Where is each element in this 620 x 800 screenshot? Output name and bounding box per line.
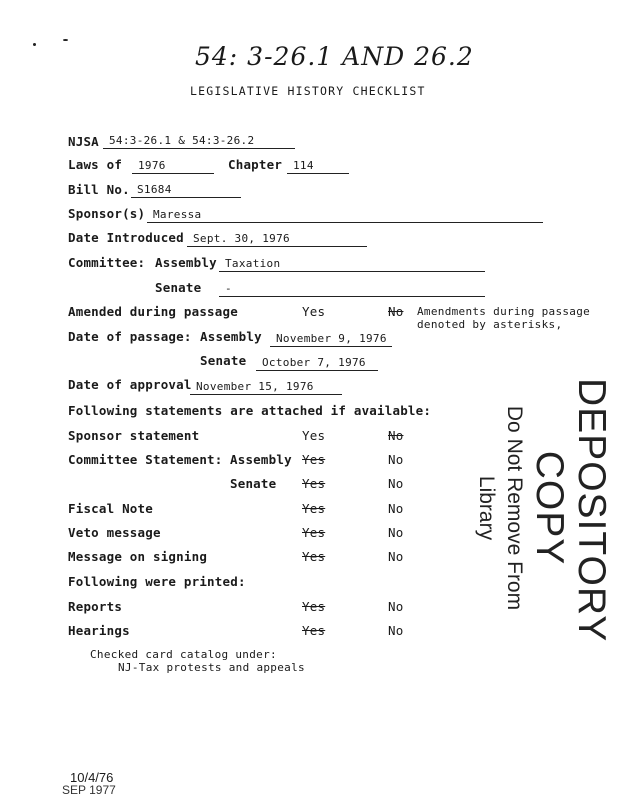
committee-statement-label: Committee Statement: [68,452,223,467]
amended-note-line2: denoted by asterisks, [417,318,563,331]
laws-of-value: 1976 [132,159,214,174]
passage-assembly-label: Assembly [200,329,262,344]
passage-label: Date of passage: [68,329,192,344]
committee-senate-value: - [219,282,485,297]
amended-no: No [388,304,404,319]
message-on-signing-yes: Yes [302,549,326,564]
committee-statement-assembly-label: Assembly [230,452,292,467]
approval-label: Date of approval [68,377,192,392]
hearings-no: No [388,623,404,638]
veto-message-no: No [388,525,404,540]
message-on-signing-no: No [388,549,404,564]
chapter-label: Chapter [228,157,283,172]
passage-assembly-value: November 9, 1976 [270,332,392,347]
sponsor-statement-label: Sponsor statement [68,428,200,443]
committee-statement-senate-no: No [388,476,404,491]
committee-senate-field [219,282,485,297]
hearings-label: Hearings [68,623,130,638]
stamp-line1: DEPOSITORY COPY [528,378,613,643]
njsa-field [103,134,295,149]
committee-statement-senate-yes: Yes [302,476,326,491]
committee-senate-label: Senate [155,280,202,295]
stamp-line2: Do Not Remove From Library [475,405,526,611]
fiscal-note-yes: Yes [302,501,326,516]
sponsor-label: Sponsor(s) [68,206,146,221]
fiscal-note-label: Fiscal Note [68,501,153,516]
date-introduced-value: Sept. 30, 1976 [187,232,367,247]
committee-statement-assembly-no: No [388,452,404,467]
approval-field [190,380,342,395]
document-title: LEGISLATIVE HISTORY CHECKLIST [190,84,426,98]
sponsor-statement-no: No [388,428,404,443]
footer-date: 10/4/76 [70,770,114,785]
committee-assembly-field [219,257,485,272]
reports-label: Reports [68,599,123,614]
sponsor-value: Maressa [147,208,543,223]
veto-message-yes: Yes [302,525,326,540]
passage-senate-field [256,356,378,371]
footer-stamp: SEP 1977 [62,783,116,797]
catalog-line2: NJ-Tax protests and appeals [118,661,305,674]
committee-statement-senate-label: Senate [230,476,277,491]
committee-label: Committee: [68,255,146,270]
chapter-value: 114 [287,159,349,174]
reports-no: No [388,599,404,614]
committee-assembly-value: Taxation [219,257,485,272]
bill-no-value: S1684 [131,183,241,198]
laws-of-label: Laws of [68,157,123,172]
passage-senate-value: October 7, 1976 [256,356,378,371]
committee-statement-assembly-yes: Yes [302,452,326,467]
passage-assembly-field [270,332,392,347]
catalog-line1: Checked card catalog under: [90,648,277,661]
amended-label: Amended during passage [68,304,238,319]
speck [33,43,36,46]
hearings-yes: Yes [302,623,326,638]
sponsor-field [147,208,543,223]
sponsor-statement-yes: Yes [302,428,326,443]
fiscal-note-no: No [388,501,404,516]
speck [63,39,68,41]
statements-header: Following statements are attached if available: [68,403,432,418]
reports-yes: Yes [302,599,326,614]
bill-no-field [131,183,241,198]
njsa-value: 54:3-26.1 & 54:3-26.2 [103,134,295,149]
chapter-field [287,159,349,174]
message-on-signing-label: Message on signing [68,549,208,564]
printed-header: Following were printed: [68,574,246,589]
handwritten-statute-reference: 54: 3-26.1 AND 26.2 [195,42,474,71]
date-introduced-label: Date Introduced [68,230,184,245]
passage-senate-label: Senate [200,353,247,368]
committee-assembly-label: Assembly [155,255,217,270]
njsa-label: NJSA [68,134,99,149]
veto-message-label: Veto message [68,525,161,540]
date-introduced-field [187,232,367,247]
amended-yes: Yes [302,304,326,319]
approval-value: November 15, 1976 [190,380,342,395]
bill-no-label: Bill No. [68,182,130,197]
depository-stamp [475,378,613,643]
amended-note-line1: Amendments during passage [417,305,591,318]
laws-of-field [132,159,214,174]
